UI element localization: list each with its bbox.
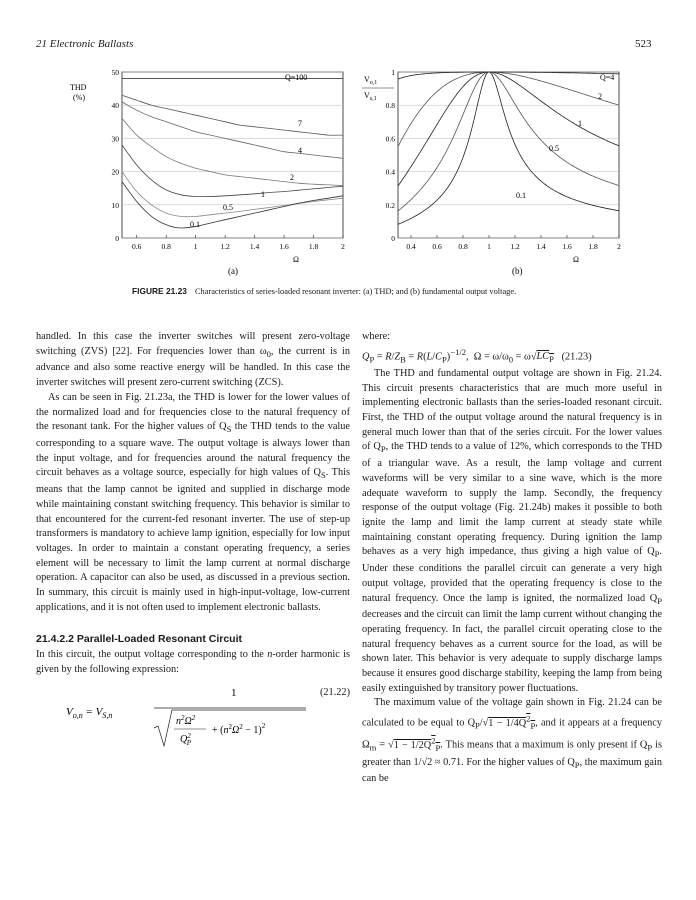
curve-label: 0.1	[190, 220, 200, 229]
page-number: 523	[635, 38, 652, 50]
caption-label: FIGURE 21.23	[132, 286, 187, 296]
x-tick-label: 0.8	[458, 242, 468, 251]
x-tick-label: 0.8	[161, 242, 171, 251]
curve-label: 4	[298, 146, 302, 155]
equation-21-22	[36, 682, 350, 752]
figure-panel-b	[356, 66, 646, 276]
y-tick-label: 0.8	[385, 101, 395, 111]
curve-label: 0.5	[549, 144, 559, 153]
x-tick-label: 1.8	[308, 242, 319, 251]
y-tick-label: 20	[111, 167, 119, 177]
series-line	[122, 95, 343, 135]
x-tick-label: 2	[341, 242, 345, 251]
series-line	[122, 119, 343, 186]
x-tick-label: 1	[193, 242, 198, 251]
y-tick-label: 40	[111, 101, 119, 111]
curve-labels	[516, 73, 614, 200]
y-tick-label: 0.4	[385, 167, 395, 177]
curve-label: 2	[598, 92, 602, 101]
equation-21-23: $Q_P = R/Z_B = R(L/C_P)^{-1/2}$, $\Omega = \omega/\omega_0 = \omega√LC_P$ (21.23)	[362, 346, 592, 365]
x-tick-label: 1	[487, 242, 491, 251]
panel-label: (b)	[512, 266, 523, 276]
curve-label: Q=100	[285, 73, 308, 82]
x-tick-label: 1.4	[536, 242, 546, 251]
x-axis-label: Ω	[293, 255, 299, 264]
paragraph: In this circuit, the output voltage corresponding to the n-order harmonic is given by the following expression:	[36, 649, 350, 675]
running-header: 21 Electronic Ballasts	[36, 38, 134, 50]
curve-label: 2	[290, 173, 294, 182]
figure-caption	[132, 286, 592, 296]
caption-text: Characteristics of series-loaded resonant inverter: (a) THD; and (b) fundamental output voltage.	[194, 287, 517, 296]
y-tick-label: 1	[391, 68, 395, 77]
x-tick-label: 0.6	[132, 242, 142, 251]
equation-number: (21.22)	[319, 686, 350, 698]
x-tick-label: 1.6	[562, 242, 572, 251]
figure-panel-a	[60, 66, 360, 276]
ticks	[112, 68, 346, 251]
grid	[122, 72, 343, 238]
panel-label: (a)	[228, 266, 238, 276]
where-label: where:	[362, 331, 391, 342]
svg-text:n2Ω2: $n^2\Omega^2$	[176, 713, 196, 727]
series-line	[398, 72, 619, 186]
x-tick-label: 1.2	[510, 242, 520, 251]
plot-frame	[122, 72, 343, 238]
x-tick-label: 0.6	[432, 242, 442, 251]
y-axis-unit: (%)	[73, 93, 85, 102]
y-tick-label: 0	[115, 234, 119, 243]
paragraph: handled. In this case the inverter switches will present zero-voltage switching (ZVS) [22]. For frequencies lower than $\omega_0$, the current is in advance and also some reactive energy will be handled. In this case the inverter switches will present zero-current switching (ZCS).	[36, 331, 351, 389]
y-tick-label: 30	[111, 134, 119, 144]
y-tick-label: 0.6	[385, 134, 395, 144]
x-tick-label: 1.4	[249, 242, 260, 251]
svg-text:Vo,n = VS,n: $V_{o,n} = V_{S,n}$	[66, 705, 113, 720]
y-tick-label: 10	[111, 200, 119, 210]
curve-label: 0.5	[223, 203, 233, 212]
paragraph: The maximum value of the voltage gain shown in Fig. 21.24 can be calculated to be equal to $Q_P/√1 - 1/4Q^2_P$, and it appears at a frequency $\Omega_m = √1 - 1/2Q^2_P$. This means that a maximum is only present if $Q_P$ is greater than 1/√2 ≈ 0.71. For the higher values of $Q_P$, the maximum gain can be	[362, 697, 662, 785]
equation-graphic	[66, 682, 306, 752]
svg-text:1: 1	[231, 686, 237, 699]
right-column	[362, 330, 662, 787]
svg-text:+ (n2Ω2 − 1)2: + $(n^2\Omega^2 - 1)^2$	[212, 721, 266, 736]
curve-label: Q=4	[600, 73, 615, 82]
y-tick-label: 50	[111, 68, 119, 77]
curve-labels	[190, 73, 307, 229]
curves	[398, 72, 619, 224]
x-axis-label: Ω	[573, 255, 579, 264]
x-tick-label: 1.2	[220, 242, 230, 251]
y-axis-label-numerator: $V_{o,1}$	[364, 75, 378, 86]
series-line	[398, 72, 619, 211]
ticks	[386, 68, 622, 251]
curve-label: 7	[298, 119, 302, 128]
series-line	[122, 145, 343, 197]
y-axis-label: THD	[70, 83, 87, 92]
x-tick-label: 1.8	[588, 242, 598, 251]
series-line	[398, 72, 619, 147]
svg-text:Q2P: $Q^2$ P	[180, 731, 192, 747]
x-tick-label: 2	[617, 242, 621, 251]
y-tick-label: 0.2	[385, 200, 395, 210]
y-tick-label: 0	[391, 234, 395, 243]
curve-label: 0.1	[516, 191, 526, 200]
left-column	[36, 330, 350, 758]
section-heading: 21.4.2.2 Parallel-Loaded Resonant Circuit	[36, 632, 242, 645]
curve-label: 1	[261, 190, 265, 199]
y-axis-label-denominator: $V_{s,1}$	[364, 91, 377, 102]
curve-label: 1	[578, 119, 582, 128]
paragraph: As can be seen in Fig. 21.23a, the THD is lower for the lower values of the normalized load and for frequencies close to the natural frequency of the resonant tank. For the higher values of $Q_S$ the THD tends to the value corresponding to a square wave. The output voltage is always lower than the input voltage, and for frequencies around the natural frequency the circuit behaves as a voltage source, especially for high values of $Q_S$. This means that the lamp cannot be ignited and supplied in discharge mode while maintaining constant switching frequency. This behavior is similar to that encountered for the current-fed resonant inverter. The use of step-up transformers is mandatory to achieve lamp ignition, especially for low input voltages. In order to maintain a constant operating frequency, a series element will be necessary to limit the lamp current at normal discharge operation. A capacitor can also be used, as discussed in a previous section. In summary, this circuit is mainly used in high-input-voltage, low-current applications, and it is not often used to implement electronic ballasts.	[36, 391, 350, 613]
x-tick-label: 1.6	[279, 242, 289, 251]
x-tick-label: 0.4	[406, 242, 416, 251]
paragraph: The THD and fundamental output voltage are shown in Fig. 21.24. This circuit presents characteristics that are much more useful in implementing electronic ballasts than the series-loaded resonant circuit. First, the THD of the output voltage around the natural frequency is in general much lower than that of the series circuit. For the lower values of $Q_P$, the THD tends to a value of 12%, which corresponds to the THD of a triangular wave. As a result, the lamp voltage and current waveforms will be very similar to a sine wave, which is the more adequate waveform to supply the lamp. Secondly, the frequency response of the output voltage (Fig. 21.24b) makes it possible to both ignite the lamp and limit the lamp current at steady state while maintaining constant operating frequency. During ignition the lamp behaves as a very high impedance, thus giving a high value of $Q_P$. Under these conditions the parallel circuit can generate a very high output voltage, provided that the operating frequency is close to the natural frequency. Once the lamp is ignited, the normalized load $Q_P$ decreases and the circuit can limit the lamp current without changing the operating frequency. In fact, the parallel circuit operating close to the natural frequency behaves as a current source for the load, as will be shown later. This behavior is very adequate to supply discharge lamps because it ensures good discharge stability, keeping the lamp from being easily extinguished by transitory power fluctuations.	[362, 367, 662, 694]
